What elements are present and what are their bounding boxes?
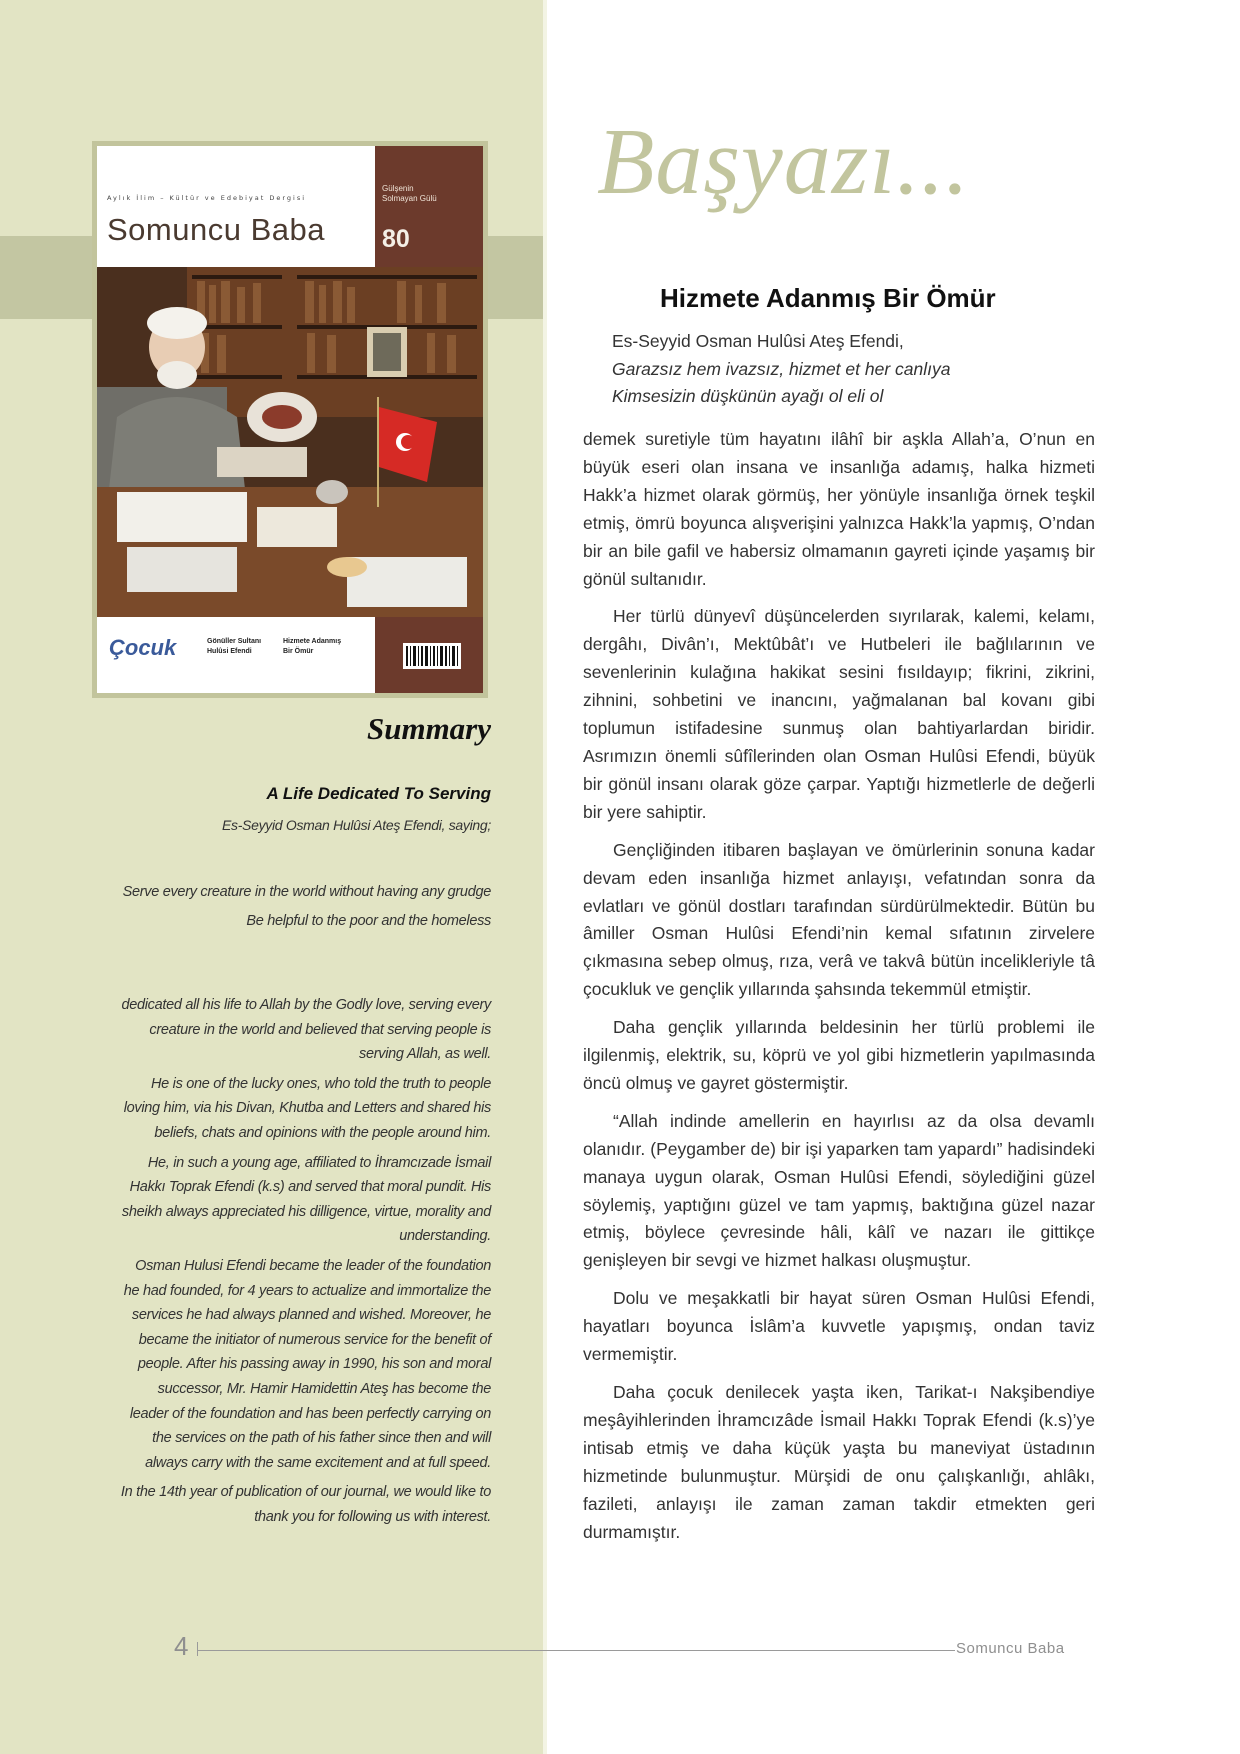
article-paragraph: Her türlü dünyevî düşüncelerden sıyrılarak, kalemi, kelamı, dergâhı, Divân’ı, Mektûbât’ı ve Hutbeleri ile bağlılarının ve sevenlerinin kulağına hakikat sesini fısıldayıp; fikrini, zikrini, zihnini, sohbetini ve inancını, yağmalanan bal kovanı gibi toplumun istifadesine sunmuş olan bahtiyarlardan biridir. Asrımızın önemli sûfîlerinden olan Osman Hulûsi Efendi, büyük bir gönül insanı olarak göze çarpar. Yaptığı hizmetlerle de değerli bir yere sahiptir. [583, 606, 1095, 822]
side-panel-edge [543, 0, 547, 1754]
summary-subtitle: A Life Dedicated To Serving [266, 784, 491, 803]
article-paragraph: Daha gençlik yıllarında beldesinin her türlü problemi ile ilgilenmiş, elektrik, su, köprü ve yol gibi hizmetlerin yapılmasında öncü olmuş ve gayret göstermiştir. [583, 1017, 1095, 1093]
summary-intro: Es-Seyyid Osman Hulûsi Ateş Efendi, saying; [221, 817, 491, 833]
summary-paragraph: Osman Hulusi Efendi became the leader of the foundation he had founded, for 4 years to actualize and immortalize the services he had always planned and wished. Moreover, he became the initiator of numerous service for the benefit of people. After his passing away in 1990, his son and moral successor, Mr. Hamir Hamidettin Ateş has become the leader of the foundation and has been perfectly carrying on the services on the path of his father since then and will always carry with the same excitement and at full speed. [123, 1257, 491, 1471]
cover-issue-headline: Gülşenin Solmayan Gülü [382, 184, 437, 203]
article-body [583, 426, 1095, 1556]
article-poem-line: Garazsız hem ivazsız, hizmet et her canlıya [612, 358, 951, 379]
cover-footer-text-1: Gönüller Sultanı Hulûsi Efendi [207, 638, 262, 655]
decorative-band-right [488, 236, 543, 319]
decorative-band-left [0, 236, 92, 319]
cover-photo [97, 267, 483, 617]
cover-tagline: Aylık İlim – Kültür ve Edebiyat Dergisi [107, 194, 307, 202]
summary-paragraph: dedicated all his life to Allah by the Godly love, serving every creature in the world and believed that serving people is serving Allah, as well. [121, 997, 491, 1063]
summary-poem-line: Be helpful to the poor and the homeless [246, 913, 491, 929]
summary-poem-line: Serve every creature in the world without having any grudge [122, 884, 491, 900]
magazine-cover-image [92, 141, 488, 698]
cover-footer-text-2: Hizmete Adanmış Bir Ömür [283, 638, 342, 655]
article-paragraph: Dolu ve meşakkatli bir hayat süren Osman Hulûsi Efendi, hayatları boyunca İslâm’a kuvvetle yapışmış, ondan taviz vermemiştir. [583, 1288, 1095, 1365]
summary-paragraph: He is one of the lucky ones, who told the truth to people loving him, via his Divan, Khutba and Letters and shared his beliefs, chats and opinions with the people around him. [123, 1075, 491, 1141]
summary-poem [118, 880, 491, 938]
cover-footer-box [375, 617, 483, 693]
summary-body [118, 993, 491, 1534]
article-paragraph: “Allah indinde amellerin en hayırlısı az da olsa devamlı olanıdır. (Peygamber de) bir işi yaparken tam yapardı” hadisindeki manaya uygun olarak, Osman Hulûsi Efendi, söylediğini güzel söylemiş, yaptığını güzel ve tam yapmış, baktığına güzel nazar etmiş, böylece çevresinde hâli, kâlî ve nazarı ile gittikçe genişleyen bir sevgi ve hizmet halkası oluşmuştur. [583, 1110, 1095, 1271]
summary-title: Summary [366, 711, 491, 746]
cover-footer [97, 617, 483, 693]
section-heading: Başyazı... [597, 110, 970, 214]
cover-magazine-title: Somuncu Baba [107, 212, 325, 247]
summary-paragraph: In the 14th year of publication of our journal, we would like to thank you for following us with interest. [120, 1484, 491, 1525]
article-poem-line: Es-Seyyid Osman Hulûsi Ateş Efendi, [612, 331, 904, 351]
article-paragraph: Gençliğinden itibaren başlayan ve ömürlerinin sonuna kadar devam eden insanlığa hizmet anlayışı, vefatından sonra da evlatları ve gönül dostları tarafından sürdürülmektedir. Bütün bu âmiller Osman Hulûsi Efendi’nin kemal sıfatının zirvelere çıkmasına sebep olmuş, rıza, verâ ve takvâ bütün incelikleriyle tâ çocukluk ve gençlik yıllarında şahsında tekemmül etmiştir. [583, 839, 1095, 1000]
article-paragraph: demek suretiyle tüm hayatını ilâhî bir aşkla Allah’a, O’nun en büyük eseri olan insana ve insanlığa adamış, halka hizmeti Hakk’a hizmet olarak görmüş, her yönüyle insanlığa örnek teşkil etmiş, ömrü boyunca alışverişini yalnızca Hakk’la yapmış, O’ndan bir an bile gafil ve habersiz olmamanın gayreti içinde yaşamış bir gönül sultanıdır. [583, 429, 1095, 589]
cover-issue-number: 80 [382, 225, 410, 253]
article-poem [612, 328, 950, 411]
footer-divider-tick [197, 1642, 198, 1656]
footer-brand: Somuncu Baba [956, 1640, 1065, 1657]
barcode-icon [403, 643, 461, 669]
footer-rule [198, 1650, 955, 1651]
article-poem-line: Kimsesizin düşkünün ayağı ol eli ol [612, 386, 884, 406]
page-number: 4 [174, 1631, 189, 1661]
article-title: Hizmete Adanmış Bir Ömür [660, 283, 996, 313]
cover-issue-box [375, 146, 483, 267]
cover-footer-logo: Çocuk [109, 635, 177, 660]
summary-paragraph: He, in such a young age, affiliated to İhramcızade İsmail Hakkı Toprak Efendi (k.s) and served that moral pundit. His sheikh always appreciated his dilligence, virtue, morality and understanding. [121, 1154, 491, 1245]
cover-masthead [97, 146, 483, 267]
article-paragraph: Daha çocuk denilecek yaşta iken, Tarikat-ı Nakşibendiye meşâyihlerinden İhramcızâde İsmail Hakkı Toprak Efendi (k.s)’ye intisab etmiş ve daha küçük yaşta bu maneviyat üstadının hizmetinde bulunmuştur. Mürşidi de onu çalışkanlığı, ahlâkı, fazileti, anlayışı ile zaman zaman takdir etmekten geri durmamıştır. [583, 1382, 1095, 1542]
